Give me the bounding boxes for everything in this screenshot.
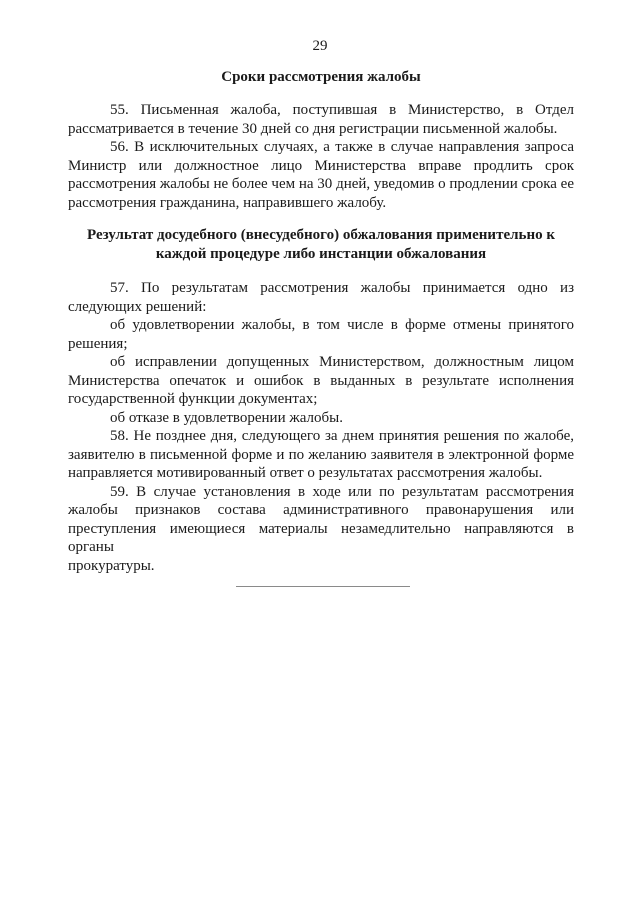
section-title-appeal-result — [68, 226, 574, 263]
text-line: 58. Не позднее дня, следующего за днем принятия решения по жалобе, — [110, 428, 574, 444]
paragraph-57 — [68, 279, 574, 316]
section-title-line: каждой процедуре либо инстанции обжалования — [155, 245, 487, 262]
text-line: об отказе в удовлетворении жалобы. — [110, 409, 343, 426]
text-line: 59. В случае установления в ходе или по результатам рассмотрения — [110, 483, 574, 500]
text-line: решения; — [68, 335, 128, 352]
paragraph-57-option-refuse — [68, 409, 574, 428]
section-title-line: Сроки рассмотрения жалобы — [221, 69, 421, 85]
text-line: Министр или должностное лицо Министерства вправе продлить срок — [68, 157, 574, 174]
text-line: жалобы признаков состава административного правонарушения или — [68, 502, 574, 518]
paragraph-58 — [68, 427, 574, 483]
text-line: Министерства опечаток и ошибок в выданных в результате исполнения — [68, 372, 574, 389]
section-body-appeal-result — [68, 279, 574, 575]
text-line: прокуратуры. — [68, 557, 155, 574]
text-line: 56. В исключительных случаях, а также в случае направления запроса — [110, 139, 574, 155]
text-line: об удовлетворении жалобы, в том числе в форме отмены принятого — [110, 317, 574, 333]
section-title-line: Результат досудебного (внесудебного) обжалования применительно к — [87, 227, 555, 243]
text-line: рассмотрения гражданина, направившего жалобу. — [68, 194, 387, 211]
paragraph-55 — [68, 101, 574, 138]
section-body-complaint-deadlines — [68, 101, 574, 212]
page-number: 29 — [312, 38, 328, 54]
text-line: преступления имеющиеся материалы незамедлительно направляются в органы — [68, 520, 574, 555]
text-line: 57. По результатам рассмотрения жалобы принимается одно из — [110, 280, 574, 296]
text-line: рассматривается в течение 30 дней со дня регистрации письменной жалобы. — [68, 120, 558, 137]
end-separator-line — [236, 586, 410, 587]
paragraph-59 — [68, 483, 574, 576]
paragraph-56 — [68, 138, 574, 212]
text-line: направляется мотивированный ответ о результатах рассмотрения жалобы. — [68, 465, 543, 481]
text-line: следующих решений: — [68, 298, 207, 315]
paragraph-57-option-approve — [68, 316, 574, 353]
text-line: заявителю в письменной форме и по желанию заявителя в электронной форме — [68, 446, 574, 463]
text-line: об исправлении допущенных Министерством, должностным лицом — [110, 354, 574, 370]
text-line: государственной функции документах; — [68, 391, 318, 407]
text-line: рассмотрения жалобы не более чем на 30 дней, уведомив о продлении срока ее — [68, 176, 574, 192]
paragraph-57-option-correct — [68, 353, 574, 409]
text-line: 55. Письменная жалоба, поступившая в Министерство, в Отдел — [110, 102, 574, 118]
section-title-complaint-deadlines — [68, 68, 574, 87]
